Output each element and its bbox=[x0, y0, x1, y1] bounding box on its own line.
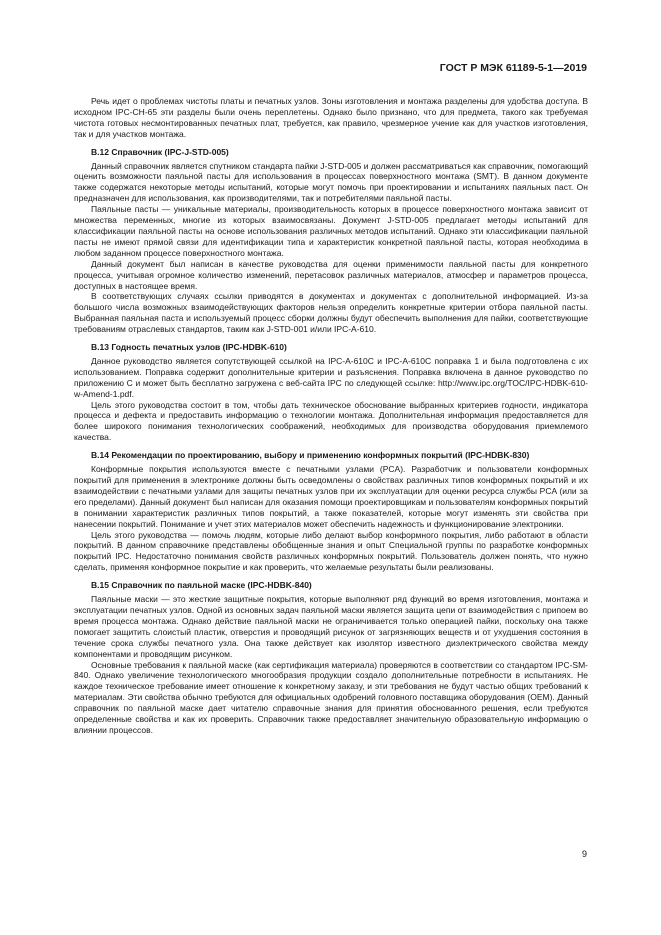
section-intro bbox=[74, 96, 588, 140]
paragraph: Речь идет о проблемах чистоты платы и печатных узлов. Зоны изготовления и монтажа разделены для удобства доступа. В исходном IPC-CH-65 эти разделы были очень переплетены. Однако было признано, что для предмета, такого как требуемая чистота готовых несмонтированных печатных плат, требуется, как правило, чрезмерное учение как для участков изготовления, так и для участков монтажа. bbox=[74, 96, 588, 139]
section-b12 bbox=[74, 147, 588, 335]
document-body bbox=[74, 96, 588, 736]
paragraph: Основные требования к паяльной маске (как сертификация материала) проверяются в соответствии со стандартом IPC-SM-840. Однако увеличение технологического многообразия продукции создало дополнительные потребности в испытаниях. Не каждое техническое требование имеет отношение к конкретному заказу, и эти требования не будут частью общих требований к материалам. Эти свойства обычно требуются для официальных одобрений головного поставщика оборудования (OEM). Данный справочник по паяльной маске дает читателю справочные знания для принятия обоснованного решения, если требуются определенные свойства и как их проверить. Справочник также предоставляет значительную образовательную информацию о влиянии процессов. bbox=[74, 659, 588, 735]
paragraph: Цель этого руководства состоит в том, чтобы дать техническое обоснование выбранных критериев годности, индикатора процесса и дефекта и предоставить информацию о технологии монтажа. Дополнительная информация предоставляется для более широкого понимания технологических соображений, необходимых для производства оборудования приемлемого качества. bbox=[74, 399, 588, 443]
paragraph: Паяльные пасты — уникальные материалы, производительность которых в процессе поверхностного монтажа зависит от множества переменных, многие из которых взаимосвязаны. Документ J-STD-005 предлагает методы испытаний для классификации паяльной пасты на основе использования различных методов испытаний. Однако эти классификации паяльной пасты не имеют прямой связи для идентификации типа и характеристик конкретной паяльной пасты, которая необходима в любом заданном процессе поверхностного монтажа. bbox=[74, 204, 588, 258]
section-b13 bbox=[74, 342, 588, 443]
paragraph: Конформные покрытия используются вместе с печатными узлами (PCA). Разработчик и пользователи конформных покрытий для применения в электронике должны быть осведомлены о свойствах различных типов конформных покрытий и их взаимодействии с печатными узлами для защиты печатных узлов при их эксплуатации для оценки ресурса службы PCA (или за его пределами). Данный документ был написан для оказания помощи проектировщикам и пользователям конформных покрытий в понимании характеристик различных типов покрытий, а также показателей, которые могут изменять эти свойства при нанесении покрытий. Понимание и учет этих материалов может обеспечить надежность и функционирование электроники. bbox=[74, 464, 588, 529]
standard-header: ГОСТ Р МЭК 61189-5-1—2019 bbox=[439, 62, 587, 74]
section-b15 bbox=[74, 580, 588, 736]
paragraph: Цель этого руководства — помочь людям, которые либо делают выбор конформного покрытия, либо работают в области покрытий. В данном справочнике представлены обобщенные знания и опыт Специальной группы по разработке конформных покрытий IPC. Недостаточно понимания свойств различных конформных покрытий. Пользователь должен понять, что нужно сделать, применяя конформное покрытие и как проверить, что желаемые результаты были реализованы. bbox=[74, 529, 588, 573]
section-b14 bbox=[74, 450, 588, 573]
paragraph: Данный документ был написан в качестве руководства для оценки применимости паяльной пасты для конкретного процесса, учитывая огромное количество изменений, перетасовок различных материалов, атмосфер и параметров процесса, доступных в настоящее время. bbox=[74, 258, 588, 291]
paragraph: Данное руководство является сопутствующей ссылкой на IPC-A-610C и IPC-A-610C поправка 1 и была подготовлена с их использованием. Поправка содержит дополнительные критерии и разъяснения. Поправка включена в данное руководство по приложению С и может быть бесплатно загружена с веб-сайта IPC по следующей ссылке: http://www.ipc.org/TOC/IPC-HDBK-610-w-Amend-1.pdf. bbox=[74, 355, 588, 399]
section-heading: В.13 Годность печатных узлов (IPC-HDBK-610) bbox=[91, 342, 287, 353]
section-heading: В.14 Рекомендации по проектированию, выбору и применению конформных покрытий (IPC-HDBK-830) bbox=[91, 450, 530, 461]
section-heading: В.15 Справочник по паяльной маске (IPC-HDBK-840) bbox=[91, 580, 312, 591]
section-heading: В.12 Справочник (IPC-J-STD-005) bbox=[91, 146, 229, 157]
paragraph: Данный справочник является спутником стандарта пайки J-STD-005 и должен рассматриваться как справочник, помогающий оценить возможности паяльной пасты для использования в процессах поверхностного монтажа (SMT). В данном документе также содержатся некоторые методы испытаний, которые могут помочь при проектировании и испытаниях паяльных паст. Он предназначен для использования, как производителями, так и потребителями паяльной пасты. bbox=[74, 160, 588, 204]
paragraph: В соответствующих случаях ссылки приводятся в документах и документах с дополнительной информацией. Из-за большого числа возможных взаимодействующих факторов нельзя определить конкретные критерии отбора паяльной пасты. Выбранная паяльная паста и используемый процесс сборки должны будут обеспечить выполнения для пайки, соответствующие требованиям отраслевых стандартов, таким как J-STD-001 и/или IPC-A-610. bbox=[74, 291, 588, 335]
page-number: 9 bbox=[581, 849, 587, 859]
paragraph: Паяльные маски — это жесткие защитные покрытия, которые выполняют ряд функций во время изготовления, монтажа и эксплуатации печатных узлов. Одной из основных задач паяльной маски является защита цепи от взаимодействия с припоем во время процесса монтажа. Однако действие паяльной маски не ограничивается только операцией пайки, поскольку она также помогает защитить слоистый пластик, отверстия и проводящий рисунок от загрязняющих веществ и от ухудшения состояния в течение срока службы печатного узла. Она также действует как изолятор известного диэлектрического свойства между компонентами и проводящим рисунком. bbox=[74, 594, 588, 659]
